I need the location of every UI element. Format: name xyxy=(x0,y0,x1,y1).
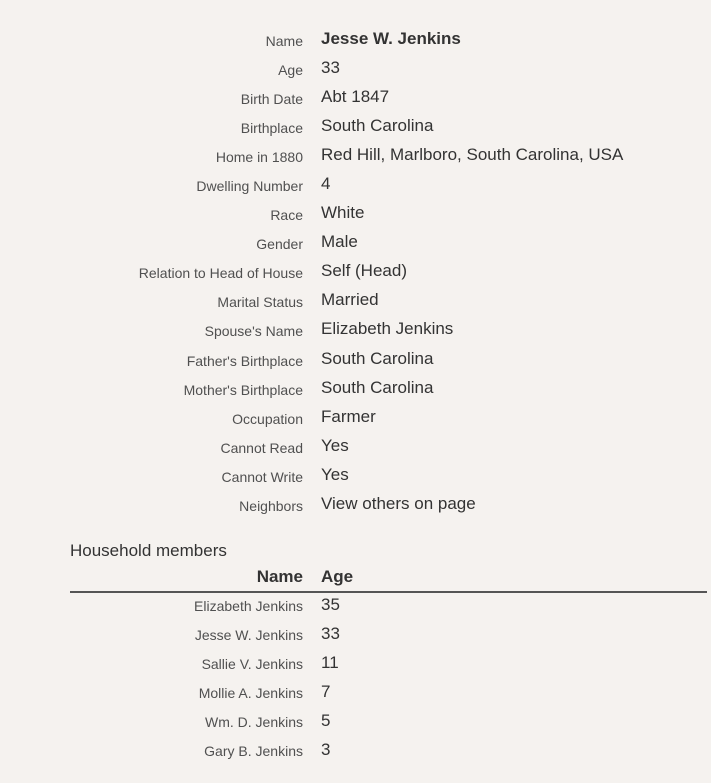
field-value: Yes xyxy=(321,435,349,455)
field-value: Married xyxy=(321,290,379,310)
household-title: Household members xyxy=(70,541,227,560)
member-age: 3 xyxy=(321,740,331,760)
field-value xyxy=(321,494,476,514)
member-name[interactable]: Wm. D. Jenkins xyxy=(204,714,303,731)
field-row-cannot-read xyxy=(0,433,711,462)
field-value: South Carolina xyxy=(321,348,434,368)
field-row-relation xyxy=(0,258,711,287)
field-row-home xyxy=(0,142,711,171)
field-row-neighbors xyxy=(0,491,711,520)
member-age: 35 xyxy=(321,595,340,614)
field-row-mother-birthplace xyxy=(0,375,711,404)
field-label: Home in 1880 xyxy=(215,149,303,166)
field-label: Birthplace xyxy=(240,120,303,137)
field-row-age xyxy=(0,55,711,84)
field-label: Mother's Birthplace xyxy=(183,381,303,398)
field-label: Gender xyxy=(256,236,303,253)
field-label: Birth Date xyxy=(240,91,303,108)
field-value: White xyxy=(321,203,365,223)
member-age: 11 xyxy=(321,653,339,673)
field-value-name: Jesse W. Jenkins xyxy=(321,29,461,48)
field-row-birth-date xyxy=(0,84,711,113)
field-label: Cannot Write xyxy=(221,468,303,485)
field-label: Cannot Read xyxy=(220,439,303,456)
field-row-dwelling-number xyxy=(0,171,711,200)
field-value: Red Hill, Marlboro, South Carolina, USA xyxy=(321,145,624,165)
field-label: Neighbors xyxy=(239,497,303,514)
field-label: Relation to Head of House xyxy=(138,265,303,282)
member-name[interactable]: Jesse W. Jenkins xyxy=(194,627,303,644)
field-row-marital-status xyxy=(0,287,711,316)
table-row xyxy=(0,650,711,679)
field-label: Occupation xyxy=(232,410,303,427)
field-row-spouse-name xyxy=(0,316,711,345)
member-name[interactable]: Mollie A. Jenkins xyxy=(198,685,303,702)
field-label: Father's Birthplace xyxy=(186,352,303,369)
field-value: Farmer xyxy=(321,406,376,426)
column-header-name: Name xyxy=(256,567,303,586)
field-value: Male xyxy=(321,232,358,252)
field-value: South Carolina xyxy=(321,377,434,397)
table-row xyxy=(0,708,711,737)
field-row-cannot-write xyxy=(0,462,711,491)
view-neighbors-link[interactable]: View others on page xyxy=(321,493,476,513)
field-value: Yes xyxy=(321,464,349,484)
field-label: Name xyxy=(265,33,303,49)
table-row xyxy=(0,679,711,708)
field-value: Abt 1847 xyxy=(321,87,390,107)
household-table-header xyxy=(70,565,707,593)
field-label: Race xyxy=(270,207,303,224)
table-row xyxy=(0,592,711,621)
table-row xyxy=(0,737,711,766)
field-row-gender xyxy=(0,229,711,258)
field-row-birthplace xyxy=(0,113,711,142)
field-row-occupation xyxy=(0,404,711,433)
member-age: 33 xyxy=(321,624,340,644)
field-value: South Carolina xyxy=(321,116,434,136)
field-label: Spouse's Name xyxy=(204,323,303,340)
field-value: 4 xyxy=(321,174,331,194)
field-value: Self (Head) xyxy=(321,261,407,281)
field-label: Age xyxy=(278,62,303,79)
field-label: Dwelling Number xyxy=(196,178,303,195)
field-value: Elizabeth Jenkins xyxy=(321,319,454,339)
column-header-age: Age xyxy=(321,567,354,586)
table-row xyxy=(0,621,711,650)
field-value: 33 xyxy=(321,58,340,78)
member-age: 7 xyxy=(321,682,331,702)
record-details xyxy=(0,26,711,520)
field-label: Marital Status xyxy=(217,294,303,311)
household-table-body xyxy=(0,592,711,766)
member-name[interactable]: Sallie V. Jenkins xyxy=(201,656,303,673)
member-name[interactable]: Elizabeth Jenkins xyxy=(194,598,303,614)
member-name[interactable]: Gary B. Jenkins xyxy=(204,743,303,760)
member-age: 5 xyxy=(321,711,331,731)
field-row-name xyxy=(0,26,711,55)
field-row-race xyxy=(0,200,711,229)
field-row-father-birthplace xyxy=(0,346,711,375)
